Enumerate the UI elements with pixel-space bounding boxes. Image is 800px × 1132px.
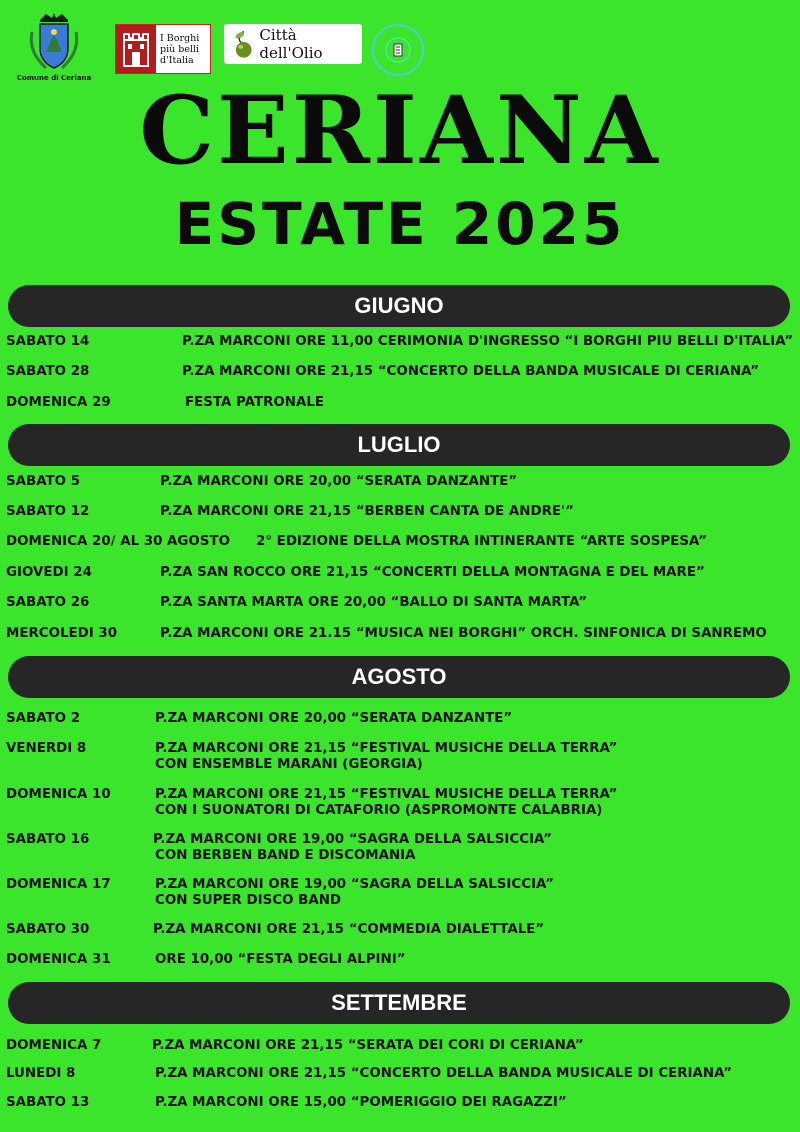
- event-description: P.ZA MARCONI ORE 15,00 “POMERIGGIO DEI RAGAZZI”: [155, 1095, 567, 1110]
- event-day: SABATO 2: [6, 711, 81, 726]
- citta-olio-logo: [224, 24, 362, 64]
- event-day: SABATO 14: [6, 334, 90, 349]
- event-description: P.ZA MARCONI ORE 19,00 “SAGRA DELLA SALSICCIA”: [153, 832, 552, 847]
- event-description-continued: CON I SUONATORI DI CATAFORIO (ASPROMONTE CALABRIA): [155, 803, 603, 818]
- month-header-luglio: LUGLIO: [8, 424, 790, 466]
- month-header-giugno: GIUGNO: [8, 285, 790, 327]
- event-day: DOMENICA 7: [6, 1038, 102, 1053]
- coat-of-arms-icon: [26, 12, 82, 72]
- borghi-line: più belli: [160, 43, 200, 55]
- event-day: LUNEDI 8: [6, 1066, 76, 1081]
- event-day: SABATO 13: [6, 1095, 90, 1110]
- borghi-logo: [115, 24, 211, 74]
- event-day: GIOVEDI 24: [6, 565, 92, 580]
- comune-label: Comune di Ceriana: [16, 74, 92, 82]
- month-header-settembre: SETTEMBRE: [8, 982, 790, 1024]
- event-description: P.ZA SAN ROCCO ORE 21,15 “CONCERTI DELLA MONTAGNA E DEL MARE”: [160, 565, 705, 580]
- event-description: P.ZA SANTA MARTA ORE 20,00 “BALLO DI SANTA MARTA”: [160, 595, 588, 610]
- event-day: SABATO 12: [6, 504, 90, 519]
- event-description: P.ZA MARCONI ORE 21,15 “CONCERTO DELLA BANDA MUSICALE DI CERIANA”: [182, 364, 759, 379]
- event-day: DOMENICA 17: [6, 877, 111, 892]
- event-day: SABATO 16: [6, 832, 90, 847]
- event-day: DOMENICA 31: [6, 952, 111, 967]
- borghi-text: [156, 33, 210, 66]
- tower-icon: [116, 25, 156, 73]
- olio-label: Città dell'Olio: [259, 26, 323, 62]
- month-header-agosto: AGOSTO: [8, 656, 790, 698]
- event-description-continued: CON BERBEN BAND E DISCOMANIA: [155, 848, 416, 863]
- event-description: ORE 10,00 “FESTA DEGLI ALPINI”: [155, 952, 406, 967]
- olive-icon: [232, 29, 255, 59]
- borghi-line: d'Italia: [160, 54, 194, 66]
- event-day: DOMENICA 20/ AL 30 AGOSTO: [6, 534, 230, 549]
- emblem-icon: [383, 35, 413, 65]
- event-description: FESTA PATRONALE: [185, 395, 325, 410]
- event-description: P.ZA MARCONI ORE 11,00 CERIMONIA D'INGRESSO “I BORGHI PIU BELLI D'ITALIA”: [182, 334, 794, 349]
- event-description: P.ZA MARCONI ORE 21,15 “BERBEN CANTA DE ANDRE'”: [160, 504, 574, 519]
- event-description-continued: CON SUPER DISCO BAND: [155, 893, 342, 908]
- event-description: P.ZA MARCONI ORE 21,15 “COMMEDIA DIALETTALE”: [153, 922, 545, 937]
- event-day: SABATO 28: [6, 364, 90, 379]
- event-description: P.ZA MARCONI ORE 19,00 “SAGRA DELLA SALSICCIA”: [155, 877, 554, 892]
- event-day: DOMENICA 10: [6, 787, 111, 802]
- event-description-continued: CON ENSEMBLE MARANI (GEORGIA): [155, 757, 423, 772]
- event-day: MERCOLEDI 30: [6, 626, 118, 641]
- event-day: SABATO 30: [6, 922, 90, 937]
- comune-logo: [14, 12, 94, 82]
- page-title: CERIANA: [139, 76, 661, 186]
- association-logo: [372, 24, 424, 76]
- event-description: P.ZA MARCONI ORE 20,00 “SERATA DANZANTE”: [160, 474, 518, 489]
- event-description: P.ZA MARCONI ORE 21,15 “CONCERTO DELLA BANDA MUSICALE DI CERIANA”: [155, 1066, 732, 1081]
- event-description: P.ZA MARCONI ORE 20,00 “SERATA DANZANTE”: [155, 711, 513, 726]
- event-description: P.ZA MARCONI ORE 21,15 “FESTIVAL MUSICHE DELLA TERRA”: [155, 787, 618, 802]
- event-description: P.ZA MARCONI ORE 21,15 “SERATA DEI CORI DI CERIANA”: [152, 1038, 584, 1053]
- event-description: P.ZA MARCONI ORE 21,15 “FESTIVAL MUSICHE DELLA TERRA”: [155, 741, 618, 756]
- event-day: SABATO 5: [6, 474, 81, 489]
- event-day: SABATO 26: [6, 595, 90, 610]
- event-description: 2° EDIZIONE DELLA MOSTRA INTINERANTE “ARTE SOSPESA”: [256, 534, 707, 549]
- borghi-line: I Borghi: [160, 32, 200, 44]
- event-day: DOMENICA 29: [6, 395, 111, 410]
- page-subtitle: ESTATE 2025: [174, 190, 626, 258]
- event-description: P.ZA MARCONI ORE 21.15 “MUSICA NEI BORGHI” ORCH. SINFONICA DI SANREMO: [160, 626, 767, 641]
- event-day: VENERDI 8: [6, 741, 87, 756]
